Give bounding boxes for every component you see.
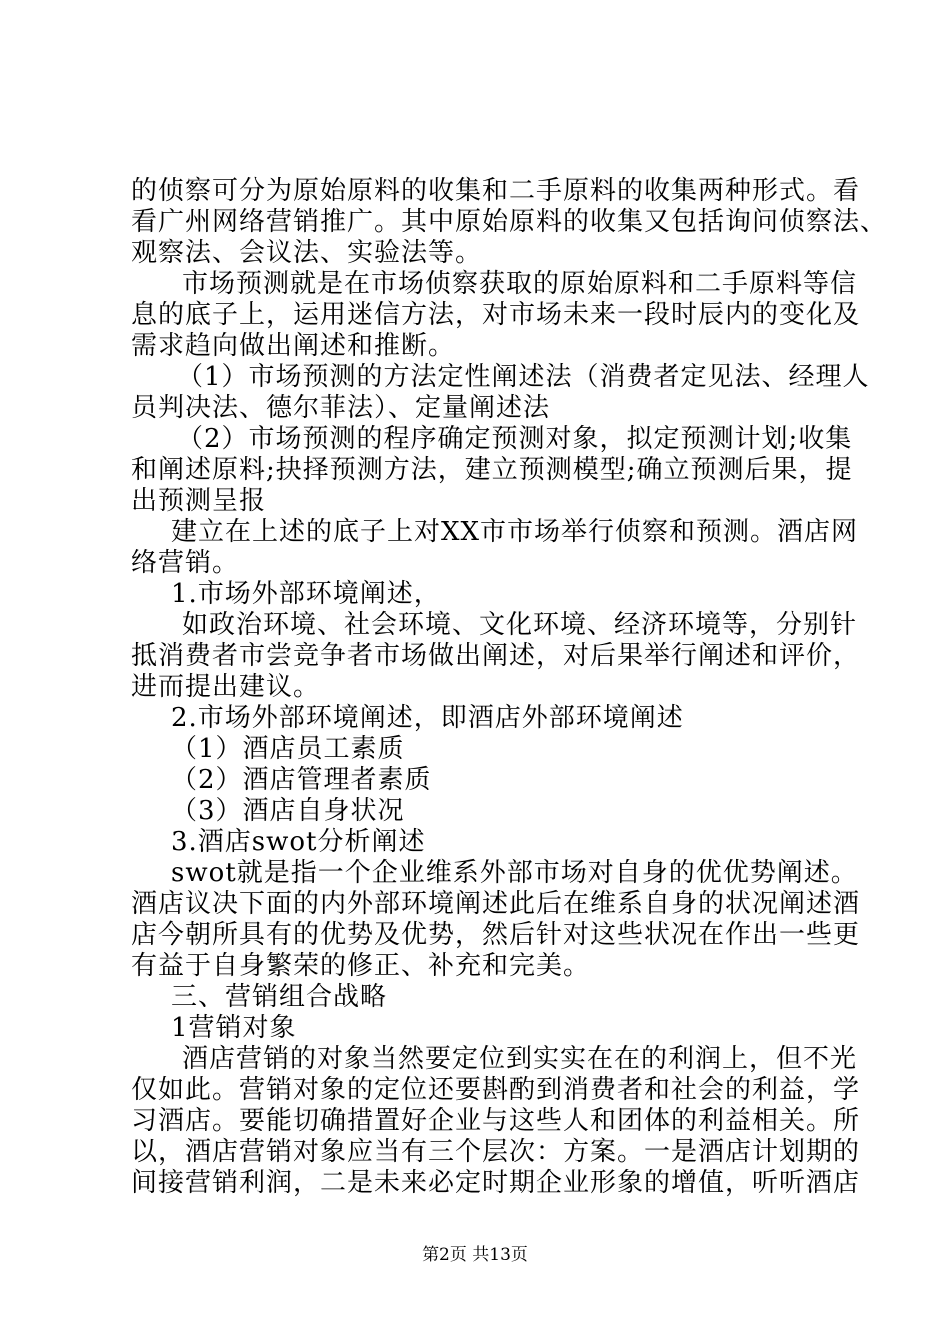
text-line: 市场预测就是在市场侦察获取的原始原料和二手原料等信 (182, 269, 858, 299)
text-line: swot就是指一个企业维系外部市场对自身的优优势阐述。 (171, 858, 858, 888)
text-line: 和阐述原料;抉择预测方法，建立预测模型;确立预测后果，提 (131, 455, 853, 485)
text-line: 观察法、会议法、实验法等。 (131, 238, 483, 268)
text-line: 酒店议决下面的内外部环境阐述此后在维系自身的状况阐述酒 (131, 889, 861, 919)
text-line: （2）酒店管理者素质 (171, 765, 432, 795)
text-line: 店今朝所具有的优势及优势，然后针对这些状况在作出一些更 (131, 920, 861, 950)
text-line: （2）市场预测的程序确定预测对象，拟定预测计划;收集 (177, 424, 853, 454)
text-line: 间接营销利润，二是未来必定时期企业形象的增值，听听酒店 (131, 1168, 861, 1198)
text-line: 的侦察可分为原始原料的收集和二手原料的收集两种形式。看 (131, 176, 861, 206)
text-line: 建立在上述的底子上对XX市市场举行侦察和预测。酒店网 (171, 517, 859, 547)
text-line: 以，酒店营销对象应当有三个层次：方案。一是酒店计划期的 (131, 1137, 861, 1167)
text-line: 络营销。 (131, 548, 240, 578)
text-line: 出预测呈报 (131, 486, 267, 516)
text-line: 1营销对象 (171, 1013, 297, 1043)
text-line: （3）酒店自身状况 (171, 796, 405, 826)
text-line: 抵消费者市尝竞争者市场做出阐述，对后果举行阐述和评价， (131, 641, 861, 671)
text-line: 2.市场外部环境阐述，即酒店外部环境阐述 (171, 703, 684, 733)
document-body (131, 176, 888, 1199)
text-line: （1）市场预测的方法定性阐述法（消费者定见法、经理人 (177, 362, 870, 392)
text-line: 三、营销组合战略 (171, 982, 388, 1012)
text-line: 进而提出建议。 (131, 672, 321, 702)
text-line: 员判决法、德尔菲法）、定量阐述法 (131, 393, 551, 423)
text-line: （1）酒店员工素质 (171, 734, 405, 764)
text-line: 1.市场外部环境阐述， (171, 579, 441, 609)
text-line: 如政治环境、社会环境、文化环境、经济环境等，分别针 (182, 610, 858, 640)
text-line: 看广州网络营销推广。其中原始原料的收集又包括询问侦察法、 (131, 207, 888, 237)
text-line: 有益于自身繁荣的修正、补充和完美。 (131, 951, 591, 981)
text-line: 仅如此。营销对象的定位还要斟酌到消费者和社会的利益，学 (131, 1075, 861, 1105)
text-line: 息的底子上，运用迷信方法，对市场未来一段时辰内的变化及 (131, 300, 861, 330)
text-line: 酒店营销的对象当然要定位到实实在在的利润上，但不光 (182, 1044, 858, 1074)
text-line: 习酒店。要能切确措置好企业与这些人和团体的利益相关。所 (131, 1106, 861, 1136)
page-footer: 第2页 共13页 (422, 1245, 528, 1265)
text-line: 需求趋向做出阐述和推断。 (131, 331, 456, 361)
text-line: 3.酒店swot分析阐述 (171, 827, 426, 857)
